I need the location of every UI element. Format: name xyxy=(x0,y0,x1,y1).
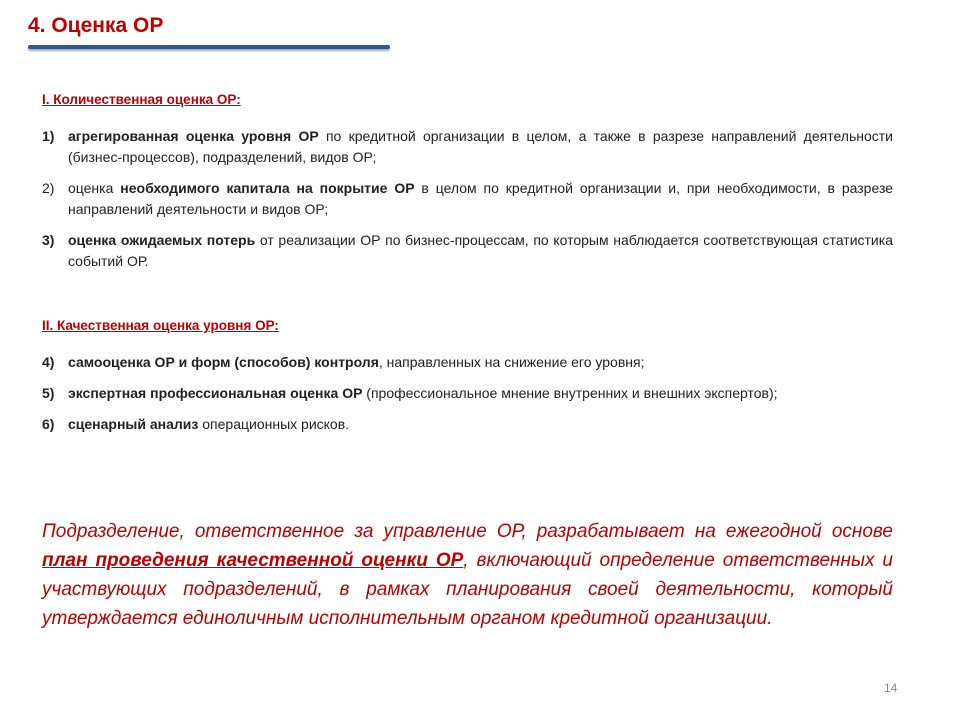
item-rest-text: (профессиональное мнение внутренних и внешних экспертов); xyxy=(362,385,778,401)
item-number: 2) xyxy=(42,180,55,196)
list-item xyxy=(42,414,893,435)
item-text xyxy=(68,178,893,220)
item-rest-text: операционных рисков. xyxy=(198,416,350,432)
item-bold-text: самооценка ОР и форм (способов) контроля xyxy=(68,354,379,370)
responsibility-note xyxy=(42,517,893,633)
item-bold-text: сценарный анализ xyxy=(68,416,199,432)
item-rest-text: в целом по кредитной организации и, при необходимости, в разрезе направлений деятельности и видов ОР; xyxy=(68,180,893,217)
item-number: 6) xyxy=(42,416,55,432)
item-text xyxy=(68,414,893,435)
item-bold-text: экспертная профессиональная оценка ОР xyxy=(68,385,363,401)
note-post-text: , включающий определение ответственных и участвующих подразделений, в рамках планирования своей деятельности, который утверждается единоличным исполнительным органом кредитной организации. xyxy=(42,550,893,629)
note-emphasis-text: план проведения качественной оценки ОР xyxy=(42,550,464,571)
section-heading-qualitative: II. Качественная оценка уровня ОР: xyxy=(42,318,279,333)
title-underline-bar xyxy=(28,45,390,49)
item-text xyxy=(68,383,893,404)
quantitative-list xyxy=(42,126,893,282)
qualitative-list xyxy=(42,352,893,445)
item-bold-text: агрегированная оценка уровня ОР xyxy=(68,128,319,144)
item-pre-text: оценка xyxy=(68,180,121,196)
item-number: 5) xyxy=(42,385,55,401)
item-bold-text: необходимого капитала на покрытие ОР xyxy=(120,180,415,196)
section-heading-quantitative: I. Количественная оценка ОР: xyxy=(42,92,241,107)
note-pre-text: Подразделение, ответственное за управление ОР, разрабатывает на ежегодной основе xyxy=(42,521,893,542)
item-number: 1) xyxy=(42,128,55,144)
list-item xyxy=(42,178,893,220)
item-rest-text: по кредитной организации в целом, а также в разрезе направлений деятельности (бизнес-процессов), подразделений, видов ОР; xyxy=(68,128,893,165)
item-text xyxy=(68,126,893,168)
item-text xyxy=(68,230,893,272)
slide-title: 4. Оценка ОР xyxy=(28,14,164,37)
item-bold-text: оценка ожидаемых потерь xyxy=(68,232,256,248)
list-item xyxy=(42,230,893,272)
list-item xyxy=(42,383,893,404)
item-rest-text: от реализации ОР по бизнес-процессам, по которым наблюдается соответствующая статистика событий ОР. xyxy=(68,232,893,269)
item-number: 3) xyxy=(42,232,55,248)
list-item xyxy=(42,126,893,168)
item-rest-text: , направленных на снижение его уровня; xyxy=(378,354,645,370)
item-text xyxy=(68,352,893,373)
list-item xyxy=(42,352,893,373)
item-number: 4) xyxy=(42,354,55,370)
page-number: 14 xyxy=(884,681,898,695)
